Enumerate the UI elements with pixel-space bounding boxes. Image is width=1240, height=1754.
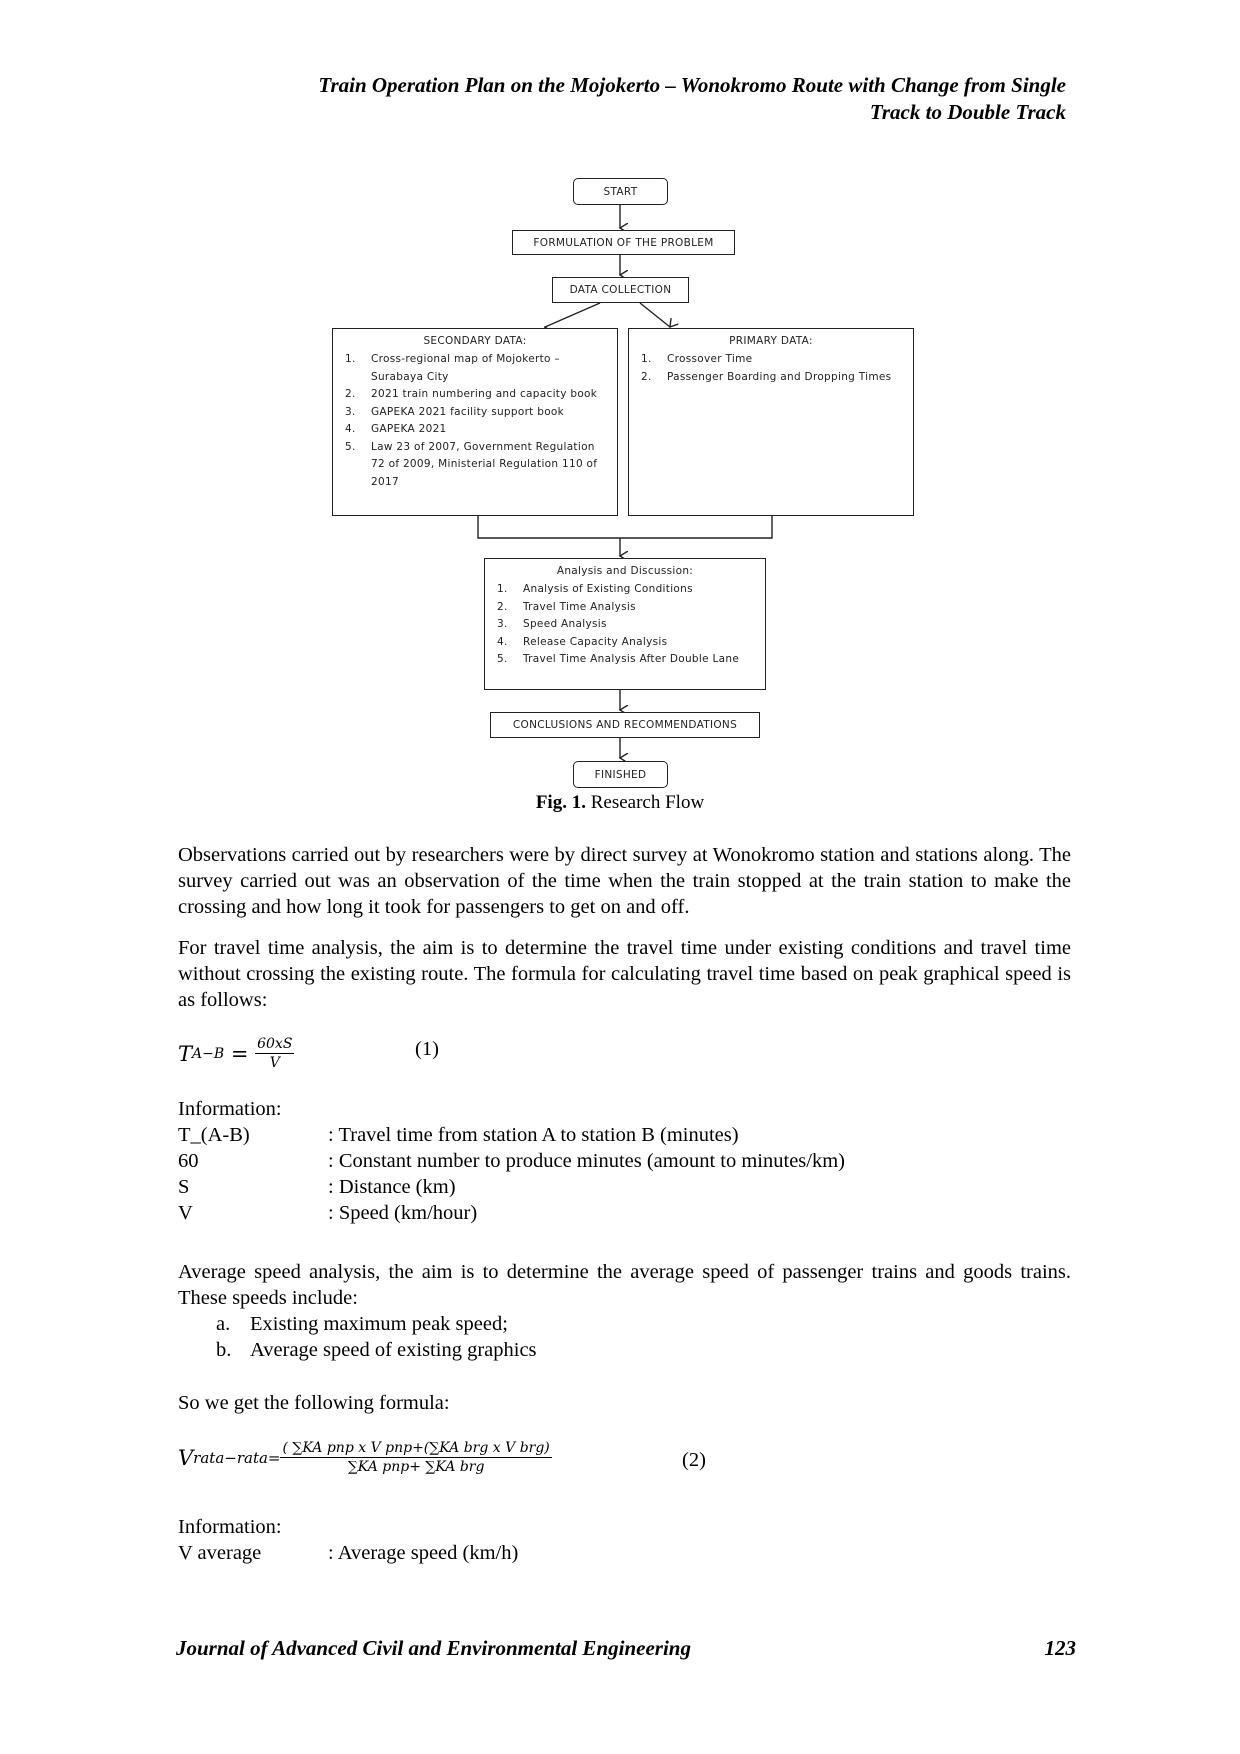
info1-label: Information: bbox=[178, 1098, 282, 1120]
primary-data-item bbox=[641, 351, 905, 369]
secondary-data-item-text: Law 23 of 2007, Government Regulation 72 of 2009, Ministerial Regulation 110 of 2017 bbox=[371, 440, 598, 488]
secondary-data-item-text: GAPEKA 2021 facility support book bbox=[371, 405, 565, 418]
analysis-item-number: 2. bbox=[497, 600, 508, 613]
speed-list-text: Average speed of existing graphics bbox=[250, 1339, 537, 1361]
information-description: : Speed (km/hour) bbox=[328, 1202, 478, 1224]
information-block-2 bbox=[178, 1514, 1078, 1566]
info1-rows bbox=[178, 1122, 1078, 1226]
flow-secondary-data bbox=[332, 328, 618, 516]
secondary-data-item-number: 3. bbox=[345, 405, 356, 418]
flow-formulation: FORMULATION OF THE PROBLEM bbox=[512, 230, 735, 255]
eq2-denominator: ∑KA pnp+ ∑KA brg bbox=[347, 1459, 485, 1475]
information-row bbox=[178, 1200, 1078, 1226]
flow-primary-data bbox=[628, 328, 914, 516]
information-description: : Travel time from station A to station B (minutes) bbox=[328, 1124, 739, 1146]
secondary-data-item-text: GAPEKA 2021 bbox=[371, 423, 447, 435]
analysis-item-text: Travel Time Analysis bbox=[523, 600, 636, 613]
speed-list-marker: b. bbox=[216, 1339, 232, 1361]
secondary-data-item bbox=[345, 386, 609, 404]
information-description: : Constant number to produce minutes (amount to minutes/km) bbox=[328, 1150, 845, 1172]
flow-data-collection: DATA COLLECTION bbox=[552, 277, 689, 303]
eq1-denominator: V bbox=[269, 1055, 280, 1071]
paragraph-formula-intro: So we get the following formula: bbox=[178, 1392, 450, 1414]
analysis-item-number: 5. bbox=[497, 653, 508, 665]
analysis-list bbox=[485, 581, 765, 669]
secondary-data-item-text: 2021 train numbering and capacity book bbox=[371, 388, 598, 400]
secondary-data-item-number: 1. bbox=[345, 353, 356, 365]
information-row bbox=[178, 1148, 1078, 1174]
analysis-item bbox=[497, 634, 757, 652]
figure-caption-text: Research Flow bbox=[585, 792, 705, 813]
information-symbol: 60 bbox=[178, 1150, 199, 1172]
analysis-item bbox=[497, 616, 757, 634]
information-row bbox=[178, 1174, 1078, 1200]
paragraph-observations: Observations carried out by researchers were by direct survey at Wonokromo station and stations along. The survey carried out was an observation of the time when the train stopped at the train station to make the crossing and how long it took for passengers to get on and off. bbox=[178, 844, 1071, 918]
page-number: 123 bbox=[1044, 1636, 1076, 1660]
primary-data-list bbox=[629, 351, 913, 386]
information-row bbox=[178, 1540, 1078, 1566]
equation-1 bbox=[178, 1036, 294, 1071]
information-symbol: T_(A-B) bbox=[178, 1124, 250, 1146]
flow-conclusions: CONCLUSIONS AND RECOMMENDATIONS bbox=[490, 712, 760, 738]
primary-data-item-number: 1. bbox=[641, 353, 652, 365]
eq1-equals: = bbox=[224, 1041, 256, 1066]
analysis-item-number: 4. bbox=[497, 635, 508, 648]
secondary-data-item-number: 5. bbox=[345, 440, 356, 453]
eq1-lhs: T bbox=[178, 1041, 193, 1066]
equation-2-number: (2) bbox=[682, 1449, 706, 1471]
speed-list-text: Existing maximum peak speed; bbox=[250, 1313, 508, 1335]
equation-2 bbox=[178, 1440, 552, 1475]
merge-connector bbox=[478, 516, 772, 538]
secondary-data-title: SECONDARY DATA: bbox=[423, 335, 527, 347]
primary-data-item-text: Passenger Boarding and Dropping Times bbox=[667, 370, 892, 383]
primary-data-item bbox=[641, 369, 905, 387]
arrow-collection-to-primary bbox=[640, 303, 670, 327]
analysis-item bbox=[497, 651, 757, 669]
analysis-item-text: Analysis of Existing Conditions bbox=[523, 583, 693, 595]
information-block-1 bbox=[178, 1096, 1078, 1226]
speed-list-marker: a. bbox=[216, 1313, 231, 1335]
analysis-item bbox=[497, 599, 757, 617]
analysis-item-text: Release Capacity Analysis bbox=[523, 635, 668, 648]
arrow-collection-to-secondary bbox=[545, 303, 600, 327]
header-line-2: Track to Double Track bbox=[869, 100, 1066, 124]
information-symbol: V average bbox=[178, 1542, 262, 1564]
figure-caption bbox=[0, 792, 1240, 814]
page-footer bbox=[176, 1636, 1076, 1661]
flow-analysis bbox=[484, 558, 766, 690]
analysis-item-text: Travel Time Analysis After Double Lane bbox=[523, 653, 740, 665]
header-line-1: Train Operation Plan on the Mojokerto – Wonokromo Route with Change from Single bbox=[318, 73, 1066, 97]
journal-name: Journal of Advanced Civil and Environmental Engineering bbox=[176, 1636, 691, 1660]
secondary-data-list bbox=[333, 351, 617, 491]
speed-list bbox=[216, 1311, 1016, 1363]
secondary-data-item bbox=[345, 351, 609, 386]
equation-1-number: (1) bbox=[415, 1038, 439, 1060]
eq1-subscript: A−B bbox=[192, 1045, 225, 1062]
paragraph-travel-time: For travel time analysis, the aim is to determine the travel time under existing conditions and travel time without crossing the existing route. The formula for calculating travel time based on peak graphical speed is as follows: bbox=[178, 937, 1071, 1011]
information-description: : Distance (km) bbox=[328, 1176, 456, 1198]
secondary-data-item-number: 4. bbox=[345, 423, 356, 435]
paragraph-average-speed: Average speed analysis, the aim is to determine the average speed of passenger trains and goods trains. These speeds include: bbox=[178, 1261, 1071, 1309]
analysis-item-number: 1. bbox=[497, 583, 508, 595]
speed-list-item bbox=[216, 1337, 1016, 1363]
primary-data-item-number: 2. bbox=[641, 370, 652, 383]
eq2-lhs: V bbox=[178, 1445, 194, 1470]
secondary-data-item bbox=[345, 404, 609, 422]
analysis-title: Analysis and Discussion: bbox=[556, 565, 694, 577]
flow-finished: FINISHED bbox=[573, 761, 668, 788]
figure-label: Fig. 1. bbox=[535, 792, 586, 813]
secondary-data-item-number: 2. bbox=[345, 388, 356, 400]
secondary-data-item bbox=[345, 439, 609, 492]
analysis-item-text: Speed Analysis bbox=[523, 618, 607, 630]
information-description: : Average speed (km/h) bbox=[328, 1542, 519, 1564]
info2-label: Information: bbox=[178, 1516, 282, 1538]
information-symbol: S bbox=[178, 1176, 190, 1198]
speed-list-item bbox=[216, 1311, 1016, 1337]
eq1-numerator: 60xS bbox=[257, 1036, 293, 1052]
analysis-item-number: 3. bbox=[497, 618, 508, 630]
info2-rows bbox=[178, 1540, 1078, 1566]
flow-start: START bbox=[573, 178, 668, 205]
information-row bbox=[178, 1122, 1078, 1148]
primary-data-item-text: Crossover Time bbox=[667, 353, 753, 365]
eq2-numerator: ( ∑KA pnp x V pnp+(∑KA brg x V brg) bbox=[282, 1440, 550, 1456]
eq1-fraction bbox=[255, 1036, 294, 1071]
primary-data-title: PRIMARY DATA: bbox=[729, 335, 813, 347]
eq2-subscript: rata−rata= bbox=[193, 1448, 281, 1467]
secondary-data-item bbox=[345, 421, 609, 439]
eq2-fraction bbox=[280, 1440, 551, 1475]
secondary-data-item-text: Cross-regional map of Mojokerto – Surabaya City bbox=[371, 353, 560, 383]
analysis-item bbox=[497, 581, 757, 599]
information-symbol: V bbox=[178, 1202, 193, 1224]
